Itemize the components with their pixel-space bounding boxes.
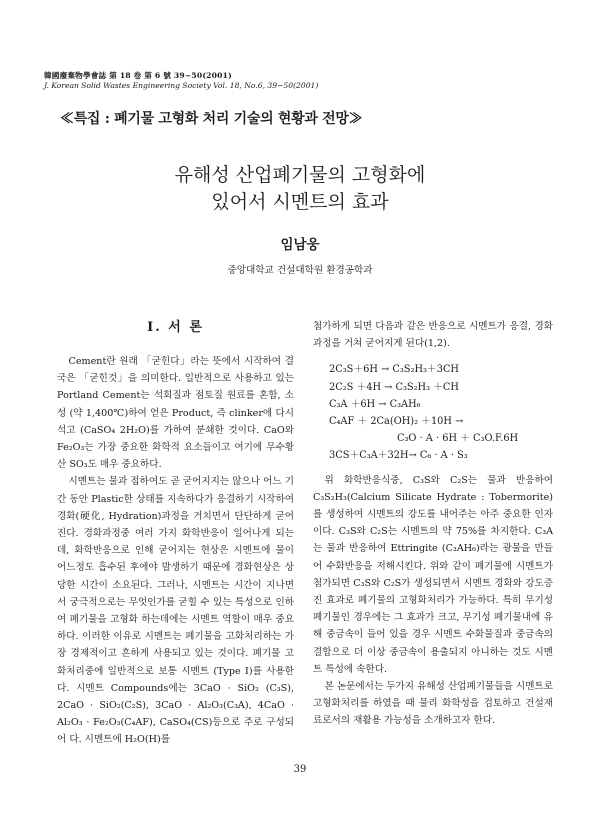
paper-title <box>0 162 600 216</box>
left-column <box>57 318 294 749</box>
equation-5: 3CS＋C₃A＋32H→ C₆ · A · S₃ <box>329 450 468 462</box>
equation-2: 2C₂S ＋4H → C₃S₂H₃ ＋CH <box>329 381 459 393</box>
page-number: 39 <box>293 764 307 775</box>
paper-title-line-1: 유해성 산업폐기물의 고형화에 <box>174 164 426 186</box>
purpose-paragraph: 본 논문에서는 두가지 유해성 산업폐기물들을 시멘트로 고형화처리를 하였을 때 물리 화학성을 검토하고 건설재료로서의 재활용 가능성을 소개하고자 한다. <box>313 681 553 727</box>
paper-title-line-2: 있어서 시멘트의 효과 <box>211 191 389 213</box>
equation-1: 2C₃S＋6H → C₃S₂H₃＋3CH <box>329 364 459 376</box>
section-heading: Ⅰ. 서 론 <box>147 320 204 335</box>
reaction-equations <box>329 361 553 464</box>
equation-4: C₄AF ＋ 2Ca(OH)₂ ＋10H → <box>329 416 464 428</box>
equation-3: C₃A ＋6H → C₃AH₆ <box>329 398 421 410</box>
intro-paragraph-1: Cement란 원래 「굳힌다」라는 뜻에서 시작하여 결국은 「굳힌것」을 의미한다. 일반적으로 사용하고 있는 Portland Cement는 석회질과 점토질 원료를 혼합, 소성 (약 1,400℃)하여 얻은 Product, 즉 clinker에 다시 석고 (CaSO₄ 2H₂O)를 가하여 분쇄한 것이다. CaO와 Fe₂O₃는 가장 중요한 화학적 요소들이고 여기에 무수황산 SO₃도 매우 중요하다. <box>57 356 294 471</box>
journal-header-korean: 韓國廢棄物學會誌 第 18 卷 第 6 號 39~50(2001) <box>44 71 232 80</box>
reaction-discussion-paragraph: 위 화학반응식중, C₃S와 C₂S는 물과 반응하여 C₃S₂H₃(Calcium Silicate Hydrate : Tobermorite)를 생성하여 시멘트의 강도를 내어주는 아주 중요한 인자이다. C₃S와 C₂S는 시멘트의 약 75%를 차지한다. C₃A는 물과 반응하여 Ettringite (C₃AH₆)라는 광물을 만들어 수화반응을 저해시킨다. 위와 같이 폐기물에 시멘트가 첨가되면 C₃S와 C₂S가 생성되면서 시멘트 경화와 강도증진 효과로 폐기물의 고형화처리가 가능하다. 특히 무기성 폐기물인 경우에는 그 효과가 크고, 무기성 폐기물내에 유해 중금속이 들어 있을 경우 시멘트 수화물질과 중금속의 결합으로 더 이상 중금속이 용출되지 아니하는 것도 시멘트 특성에 속한다. <box>313 474 553 675</box>
intro-paragraph-2: 시멘트는 물과 접하여도 곧 굳어지지는 않으나 어느 기간 동안 Plastic한 상태를 지속하다가 응결하기 시작하여 경화(硬化, Hydration)과정을 거치면서 단단하게 굳어진다. 경화과정중 여러 가지 화학반응이 일어나게 되는데, 화학반응으로 인해 굳어지는 현상은 시멘트에 물이 어느정도 흡수된 후에야 발생하기 때문에 경화현상은 상당한 시간이 소요된다. 그러나, 시멘트는 시간이 지나면서 궁극적으로는 무엇인가를 굳힐 수 있는 특성으로 인하여 폐기물을 고형화 하는데에는 시멘트 역할이 매우 중요하다. 이러한 이유로 시멘트는 폐기물을 고화처리하는 가장 경제적이고 흔하게 사용되고 있는 것이다. 폐기물 고화처리중에 일반적으로 보통 시멘트 (Type I)를 사용한다. 시멘트 Compounds에는 3CaO · SiO₂ (C₃S), 2CaO · SiO₂(C₂S), 3CaO · Al₂O₃(C₃A), 4CaO · Al₂O₃ · Fe₂O₃(C₄AF), CaSO₄(CS)등으로 주로 구성되어 다. 시멘트에 H₂O(H)를 <box>57 476 294 746</box>
right-column <box>313 318 553 730</box>
author-affiliation: 중앙대학교 건설대학원 환경공학과 <box>227 265 373 276</box>
journal-header-english: J. Korean Solid Wastes Engineering Society Vol. 18, No.6, 39~50(2001) <box>44 81 319 90</box>
author-name: 임남웅 <box>280 237 320 253</box>
equation-4-continued: C₃O · A · 6H ＋ C₃O.F.6H <box>397 433 519 445</box>
reaction-intro-paragraph: 첨가하게 되면 다음과 같은 반응으로 시멘트가 응결, 경화과정을 거쳐 굳어지게 된다(1,2). <box>313 321 553 350</box>
special-issue-banner: ≪특집 : 폐기물 고형화 처리 기술의 현황과 전망≫ <box>60 111 363 127</box>
